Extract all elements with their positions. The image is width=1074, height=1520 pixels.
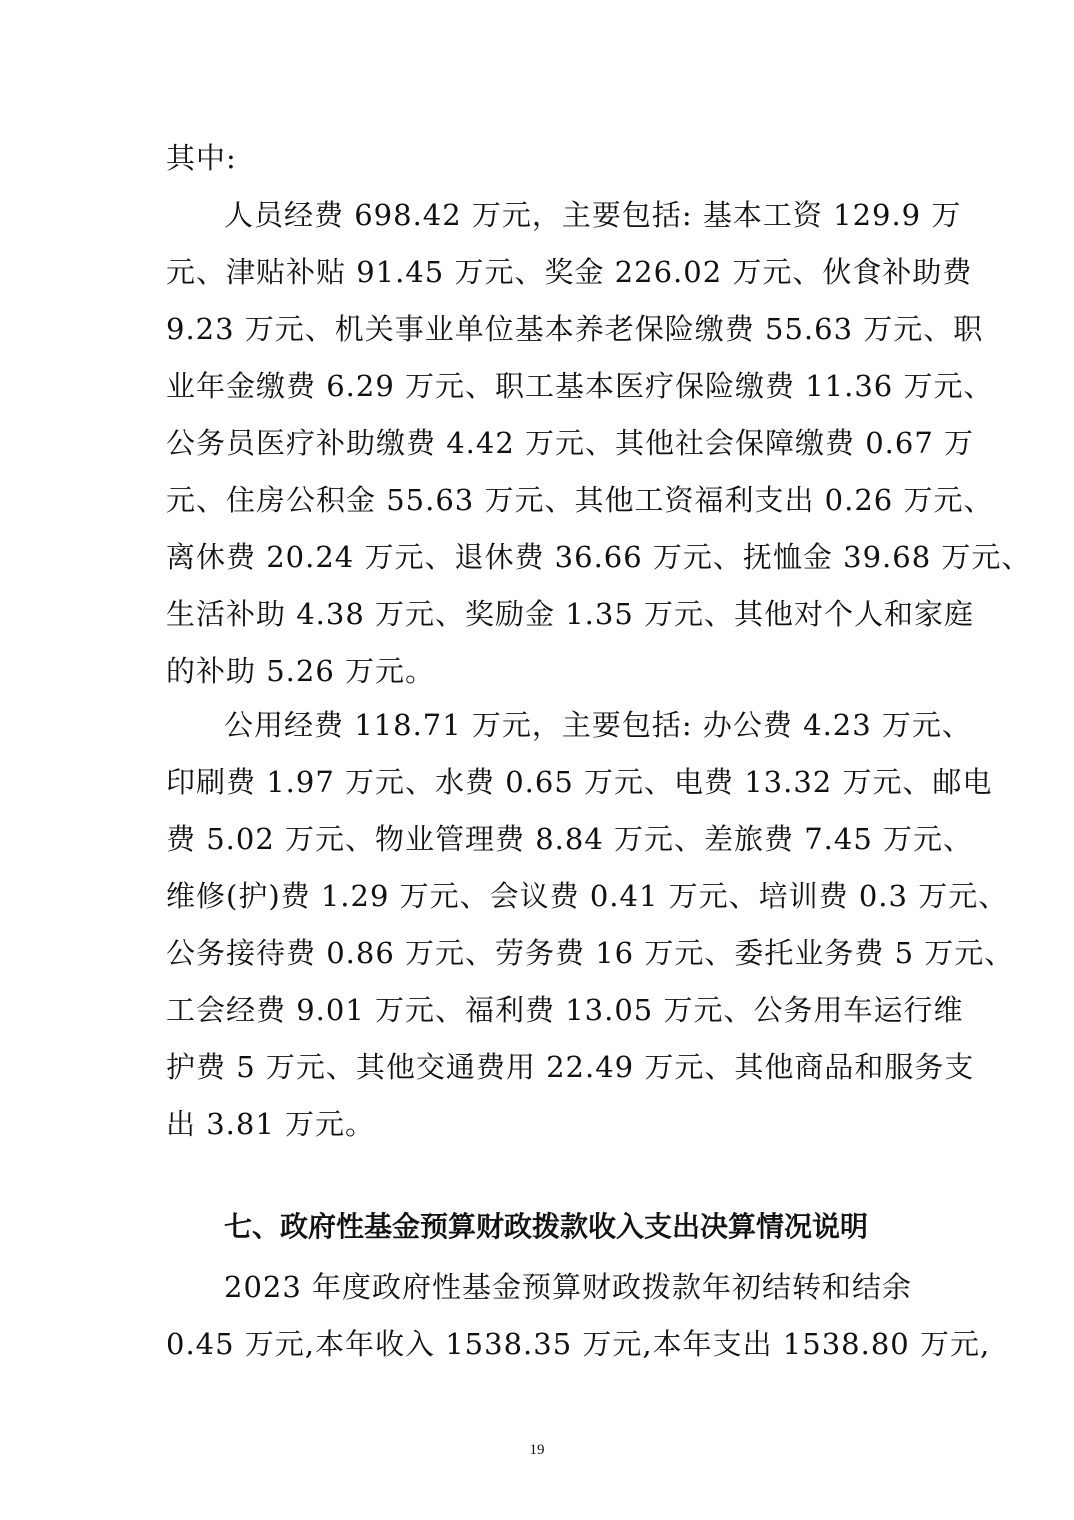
text-line: 公务员医疗补助缴费 4.42 万元、其他社会保障缴费 0.67 万	[166, 426, 975, 460]
text-line: 工会经费 9.01 万元、福利费 13.05 万元、公务用车运行维	[166, 993, 964, 1027]
text-line: 公用经费 118.71 万元，主要包括: 办公费 4.23 万元、	[224, 708, 972, 742]
section-heading: 七、政府性基金预算财政拨款收入支出决算情况说明	[224, 1210, 869, 1243]
text-line: 维修(护)费 1.29 万元、会议费 0.41 万元、培训费 0.3 万元、	[166, 879, 1009, 913]
text-line: 离休费 20.24 万元、退休费 36.66 万元、抚恤金 39.68 万元、	[166, 540, 1032, 574]
text-line: 9.23 万元、机关事业单位基本养老保险缴费 55.63 万元、职	[166, 312, 984, 346]
text-line: 出 3.81 万元。	[166, 1107, 376, 1141]
text-line: 的补助 5.26 万元。	[166, 654, 436, 688]
text-line: 元、津贴补贴 91.45 万元、奖金 226.02 万元、伙食补助费	[166, 255, 973, 289]
page-number: 19	[529, 1442, 545, 1458]
text-line: 印刷费 1.97 万元、水费 0.65 万元、电费 13.32 万元、邮电	[166, 765, 993, 799]
text-line: 公务接待费 0.86 万元、劳务费 16 万元、委托业务费 5 万元、	[166, 936, 1015, 970]
text-line: 2023 年度政府性基金预算财政拨款年初结转和结余	[224, 1270, 913, 1304]
text-line: 元、住房公积金 55.63 万元、其他工资福利支出 0.26 万元、	[166, 483, 994, 517]
text-line: 0.45 万元,本年收入 1538.35 万元,本年支出 1538.80 万元,	[166, 1327, 991, 1361]
text-line: 生活补助 4.38 万元、奖励金 1.35 万元、其他对个人和家庭	[166, 597, 975, 631]
text-line: 其中:	[166, 141, 237, 175]
text-line: 业年金缴费 6.29 万元、职工基本医疗保险缴费 11.36 万元、	[166, 369, 994, 403]
text-line: 费 5.02 万元、物业管理费 8.84 万元、差旅费 7.45 万元、	[166, 822, 974, 856]
text-line: 护费 5 万元、其他交通费用 22.49 万元、其他商品和服务支	[166, 1050, 975, 1084]
text-line: 人员经费 698.42 万元，主要包括: 基本工资 129.9 万	[224, 198, 962, 232]
